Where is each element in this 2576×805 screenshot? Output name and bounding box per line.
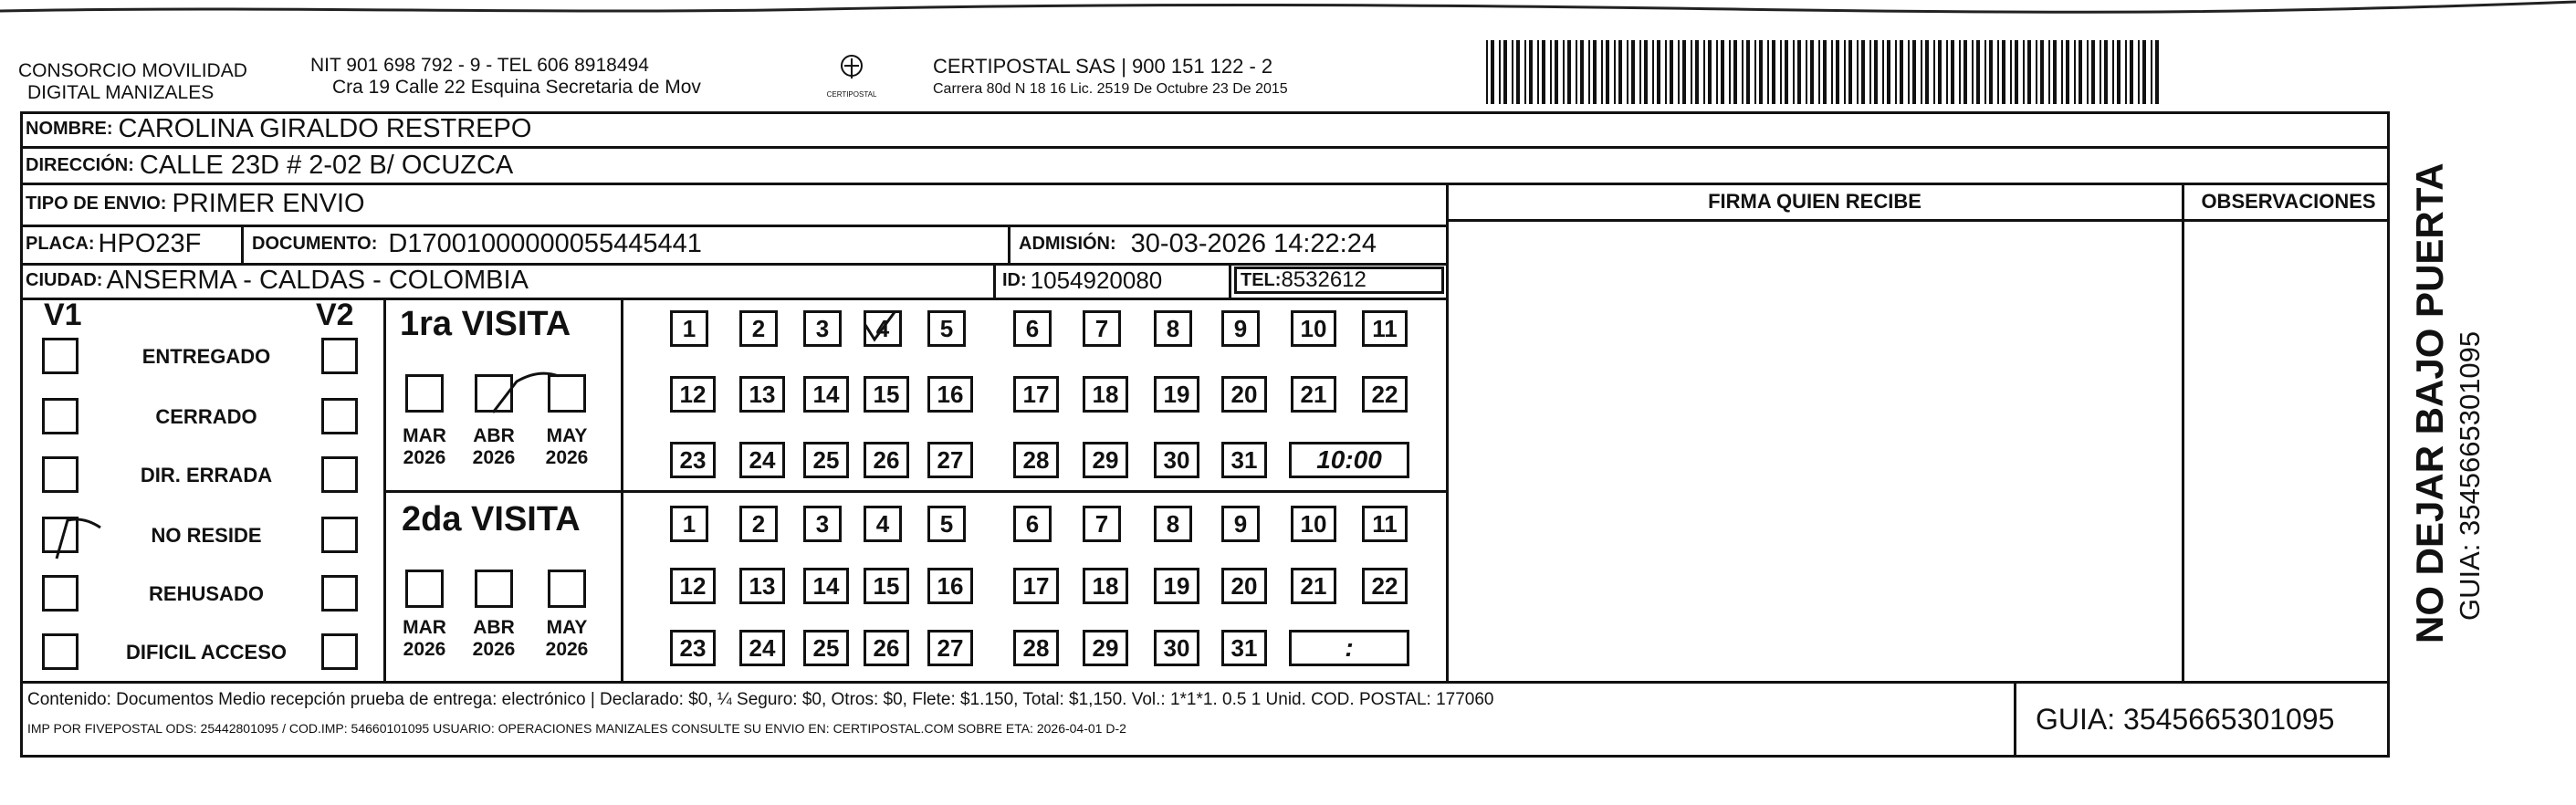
first-visit-day-box[interactable]: 13 bbox=[739, 376, 785, 413]
barcode-bar bbox=[1563, 40, 1565, 104]
first-visit-day-box[interactable]: 18 bbox=[1083, 376, 1128, 413]
contents-line: Contenido: Documentos Medio recepción prueba de entrega: electrónico | Declarado: $0, ¼ Seguro: $0, Otros: $0, Flete: $1.150, Total: $1,150. Vol.: 1*1*1. 0.5 1 Unid. COD. POSTAL: 177060 bbox=[27, 690, 1494, 709]
first-visit-day-box[interactable]: 22 bbox=[1362, 376, 1408, 413]
barcode-bar bbox=[2048, 40, 2050, 104]
first-visit-day-box[interactable]: 28 bbox=[1013, 442, 1059, 478]
barcode-bar bbox=[1874, 40, 1878, 104]
barcode-bar bbox=[1900, 40, 1903, 104]
second-visit-day-box[interactable]: 24 bbox=[739, 630, 785, 666]
tipo-envio-label: TIPO DE ENVIO: bbox=[26, 193, 167, 214]
v2-checkbox[interactable] bbox=[321, 517, 358, 553]
barcode-bar bbox=[2015, 40, 2018, 104]
barcode-bar bbox=[1989, 40, 1993, 104]
nombre-label: NOMBRE: bbox=[26, 118, 113, 139]
first-visit-day-box[interactable]: 29 bbox=[1083, 442, 1128, 478]
barcode-bar bbox=[1618, 40, 1622, 104]
status-label: DIFICIL ACCESO bbox=[125, 641, 287, 664]
address-line: Cra 19 Calle 22 Esquina Secretaria de Mov bbox=[332, 77, 701, 99]
v1-checkbox[interactable] bbox=[42, 398, 79, 434]
logo-caption: CERTIPOSTAL bbox=[826, 90, 877, 99]
side-guia-number: GUIA: 3545665301095 bbox=[2454, 330, 2486, 621]
second-visit-day-box[interactable]: 27 bbox=[927, 630, 973, 666]
barcode-bar bbox=[1946, 40, 1948, 104]
barcode-bar bbox=[1772, 40, 1775, 104]
status-label: CERRADO bbox=[155, 405, 257, 428]
divider bbox=[20, 681, 2390, 684]
barcode-bar bbox=[1938, 40, 1942, 104]
v2-checkbox[interactable] bbox=[321, 456, 358, 493]
barcode-bar bbox=[1576, 40, 1577, 104]
divider bbox=[1448, 219, 2390, 222]
barcode-bar bbox=[2125, 40, 2127, 104]
first-visit-month-label: ABR 2026 bbox=[472, 425, 516, 469]
tel-value: 8532612 bbox=[1281, 267, 1367, 292]
first-visit-day-box[interactable]: 24 bbox=[739, 442, 785, 478]
barcode-bar bbox=[1670, 40, 1673, 104]
barcode-bar bbox=[1793, 40, 1795, 104]
direccion-label: DIRECCIÓN: bbox=[26, 154, 134, 175]
side-notice bbox=[2397, 110, 2488, 657]
divider bbox=[2014, 681, 2016, 758]
first-visit-hour-box[interactable]: 10:00 bbox=[1289, 442, 1409, 478]
barcode-bar bbox=[2010, 40, 2012, 104]
first-visit-day-box[interactable]: 17 bbox=[1013, 376, 1059, 413]
nombre-row bbox=[20, 113, 531, 144]
barcode-bar bbox=[1921, 40, 1922, 104]
barcode-bar bbox=[1963, 40, 1967, 104]
barcode-bar bbox=[1976, 40, 1980, 104]
barcode-bar bbox=[1861, 40, 1865, 104]
status-label: DIR. ERRADA bbox=[140, 464, 273, 486]
second-visit-month-box[interactable] bbox=[475, 570, 513, 608]
status-label: NO RESIDE bbox=[151, 524, 262, 547]
barcode-bar bbox=[1797, 40, 1801, 104]
second-visit-day-box[interactable]: 21 bbox=[1291, 568, 1336, 604]
second-visit-day-box[interactable]: 31 bbox=[1221, 630, 1267, 666]
barcode-bar bbox=[1486, 40, 1488, 104]
second-visit-day-box[interactable]: 13 bbox=[739, 568, 785, 604]
certipostal-logo bbox=[811, 53, 893, 108]
first-visit-day-box[interactable]: 2 bbox=[739, 310, 778, 347]
barcode-bar bbox=[2036, 40, 2037, 104]
first-visit-day-box[interactable]: 14 bbox=[803, 376, 849, 413]
second-visit-day-box[interactable]: 9 bbox=[1221, 506, 1260, 542]
barcode-bar bbox=[1746, 40, 1750, 104]
tipo-envio-value: PRIMER ENVIO bbox=[172, 188, 365, 218]
second-visit-title: 2da VISITA bbox=[402, 500, 581, 538]
barcode-bar bbox=[1665, 40, 1667, 104]
tel-cell bbox=[1234, 267, 1444, 294]
second-visit-day-box[interactable]: 23 bbox=[670, 630, 716, 666]
first-visit-title: 1ra VISITA bbox=[400, 305, 571, 343]
first-visit-day-box[interactable]: 1 bbox=[670, 310, 708, 347]
first-visit-day-box[interactable]: 8 bbox=[1154, 310, 1192, 347]
v1-checkbox[interactable] bbox=[42, 633, 79, 670]
tel-label: TEL: bbox=[1241, 269, 1282, 290]
barcode-bar bbox=[1844, 40, 1846, 104]
divider bbox=[993, 263, 996, 298]
barcode-bar bbox=[1857, 40, 1859, 104]
documento-label: DOCUMENTO: bbox=[252, 233, 378, 254]
second-visit-day-box[interactable]: 1 bbox=[670, 506, 708, 542]
barcode-bar bbox=[1631, 40, 1635, 104]
print-info-line: IMP POR FIVEPOSTAL ODS: 25442801095 / COD.IMP: 54660101095 USUARIO: OPERACIONES MANIZALES CONSULTE SU ENVIO EN: CERTIPOSTAL.COM SOBRE ETA: 2026-04-01 D-2 bbox=[27, 721, 1126, 736]
barcode-bar bbox=[1542, 40, 1545, 104]
barcode-bar bbox=[1652, 40, 1654, 104]
barcode-bar bbox=[2138, 40, 2140, 104]
barcode-bar bbox=[1933, 40, 1935, 104]
observaciones-header: OBSERVACIONES bbox=[2201, 190, 2376, 213]
second-visit-day-box[interactable]: 7 bbox=[1083, 506, 1121, 542]
barcode-bar bbox=[1691, 40, 1692, 104]
firma-header: FIRMA QUIEN RECIBE bbox=[1708, 190, 1922, 213]
divider bbox=[383, 490, 623, 493]
barcode-bar bbox=[1627, 40, 1628, 104]
v2-checkbox[interactable] bbox=[321, 575, 358, 612]
barcode-bar bbox=[1499, 40, 1501, 104]
divider bbox=[1229, 263, 1231, 298]
first-visit-day-box[interactable]: 10 bbox=[1291, 310, 1336, 347]
divider bbox=[621, 490, 1448, 493]
documento-cell bbox=[246, 228, 702, 259]
second-visit-month-box[interactable] bbox=[548, 570, 586, 608]
v1-checkbox[interactable] bbox=[42, 575, 79, 612]
second-visit-day-box[interactable]: 8 bbox=[1154, 506, 1192, 542]
barcode-bar bbox=[1593, 40, 1597, 104]
divider bbox=[20, 225, 1448, 227]
second-visit-day-box[interactable]: 17 bbox=[1013, 568, 1059, 604]
first-visit-day-box[interactable]: 20 bbox=[1221, 376, 1267, 413]
barcode-bar bbox=[1818, 40, 1820, 104]
divider bbox=[1446, 183, 1449, 681]
v2-checkbox[interactable] bbox=[321, 338, 358, 374]
admision-label: ADMISIÓN: bbox=[1019, 233, 1116, 254]
first-visit-day-box[interactable]: 15 bbox=[864, 376, 909, 413]
v1-checkbox[interactable] bbox=[42, 456, 79, 493]
divider bbox=[383, 298, 386, 681]
nombre-value: CAROLINA GIRALDO RESTREPO bbox=[118, 113, 532, 143]
first-visit-day-box[interactable]: 19 bbox=[1154, 376, 1199, 413]
divider bbox=[20, 146, 2390, 149]
barcode-bar bbox=[2117, 40, 2120, 104]
barcode-bar bbox=[1823, 40, 1827, 104]
id-value: 1054920080 bbox=[1030, 266, 1163, 294]
barcode-bar bbox=[1601, 40, 1603, 104]
id-cell bbox=[997, 265, 1162, 296]
company-contact bbox=[310, 55, 701, 99]
company-line-1: CONSORCIO MOVILIDAD bbox=[18, 60, 247, 81]
ciudad-label: CIUDAD: bbox=[26, 269, 103, 290]
first-visit-day-box[interactable]: 12 bbox=[670, 376, 716, 413]
divider bbox=[2182, 183, 2184, 681]
divider bbox=[241, 225, 244, 263]
barcode-bar bbox=[2130, 40, 2133, 104]
status-label: ENTREGADO bbox=[141, 345, 271, 368]
barcode-bar bbox=[1831, 40, 1833, 104]
documento-value: D17001000000055445441 bbox=[388, 228, 702, 258]
barcode-bar bbox=[1836, 40, 1839, 104]
second-visit-day-box[interactable]: 16 bbox=[927, 568, 973, 604]
barcode-bar bbox=[2002, 40, 2005, 104]
barcode-bar bbox=[1721, 40, 1724, 104]
barcode-bar bbox=[1588, 40, 1590, 104]
barcode-bar bbox=[2091, 40, 2095, 104]
second-visit-day-box[interactable]: 12 bbox=[670, 568, 716, 604]
second-visit-day-box[interactable]: 18 bbox=[1083, 568, 1128, 604]
second-visit-day-box[interactable]: 5 bbox=[927, 506, 966, 542]
barcode-bar bbox=[1754, 40, 1756, 104]
barcode-bar bbox=[1639, 40, 1641, 104]
barcode-bar bbox=[1524, 40, 1526, 104]
barcode-bar bbox=[1925, 40, 1929, 104]
barcode-bar bbox=[1984, 40, 1986, 104]
second-visit-day-box[interactable]: 4 bbox=[864, 506, 902, 542]
barcode-bar bbox=[1810, 40, 1814, 104]
status-label: REHUSADO bbox=[149, 582, 264, 605]
tipo-envio-row bbox=[20, 188, 365, 219]
placa-value: HPO23F bbox=[98, 228, 202, 258]
first-visit-month-box[interactable] bbox=[475, 374, 513, 413]
barcode-bar bbox=[1951, 40, 1954, 104]
second-visit-day-box[interactable]: 22 bbox=[1362, 568, 1408, 604]
barcode bbox=[1486, 40, 2165, 104]
barcode-bar bbox=[1869, 40, 1871, 104]
first-visit-day-box[interactable]: 23 bbox=[670, 442, 716, 478]
barcode-bar bbox=[1614, 40, 1616, 104]
second-visit-day-box[interactable]: 20 bbox=[1221, 568, 1267, 604]
first-visit-month-box[interactable] bbox=[405, 374, 444, 413]
barcode-bar bbox=[1503, 40, 1507, 104]
barcode-bar bbox=[1785, 40, 1788, 104]
direccion-row bbox=[20, 150, 513, 181]
barcode-bar bbox=[1657, 40, 1660, 104]
barcode-bar bbox=[1742, 40, 1744, 104]
barcode-bar bbox=[1678, 40, 1680, 104]
barcode-bar bbox=[2112, 40, 2114, 104]
second-visit-day-box[interactable]: 2 bbox=[739, 506, 778, 542]
second-visit-day-box[interactable]: 19 bbox=[1154, 568, 1199, 604]
barcode-bar bbox=[1959, 40, 1961, 104]
first-visit-day-box[interactable]: 16 bbox=[927, 376, 973, 413]
barcode-bar bbox=[1882, 40, 1884, 104]
second-visit-day-box[interactable]: 26 bbox=[864, 630, 909, 666]
barcode-bar bbox=[1682, 40, 1686, 104]
barcode-bar bbox=[1708, 40, 1712, 104]
first-visit-day-box[interactable]: 31 bbox=[1221, 442, 1267, 478]
scan-top-edge bbox=[0, 0, 2576, 18]
barcode-bar bbox=[2023, 40, 2025, 104]
first-visit-day-box[interactable]: 26 bbox=[864, 442, 909, 478]
company-line-2: DIGITAL MANIZALES bbox=[27, 82, 215, 104]
barcode-bar bbox=[2100, 40, 2101, 104]
second-visit-day-box[interactable]: 3 bbox=[803, 506, 842, 542]
barcode-bar bbox=[2066, 40, 2069, 104]
barcode-bar bbox=[1644, 40, 1648, 104]
barcode-bar bbox=[1908, 40, 1910, 104]
barcode-bar bbox=[1733, 40, 1737, 104]
ciudad-value: ANSERMA - CALDAS - COLOMBIA bbox=[106, 265, 529, 295]
barcode-bar bbox=[1555, 40, 1558, 104]
first-visit-day-box[interactable]: 3 bbox=[803, 310, 842, 347]
second-visit-day-box[interactable]: 30 bbox=[1154, 630, 1199, 666]
barcode-bar bbox=[1759, 40, 1763, 104]
divider bbox=[20, 183, 2390, 185]
second-visit-month-label: MAR 2026 bbox=[403, 617, 446, 661]
id-label: ID: bbox=[1002, 269, 1027, 290]
barcode-bar bbox=[1848, 40, 1852, 104]
barcode-bar bbox=[2079, 40, 2082, 104]
barcode-bar bbox=[1997, 40, 1999, 104]
barcode-bar bbox=[1729, 40, 1731, 104]
barcode-bar bbox=[1491, 40, 1494, 104]
certipostal-info bbox=[933, 55, 1288, 99]
barcode-bar bbox=[1806, 40, 1807, 104]
barcode-bar bbox=[1567, 40, 1571, 104]
first-visit-month-box[interactable] bbox=[548, 374, 586, 413]
second-visit-day-box[interactable]: 10 bbox=[1291, 506, 1336, 542]
barcode-bar bbox=[2104, 40, 2108, 104]
barcode-bar bbox=[1912, 40, 1916, 104]
barcode-bar bbox=[2053, 40, 2057, 104]
direccion-value: CALLE 23D # 2-02 B/ OCUZCA bbox=[139, 150, 514, 180]
first-visit-day-box[interactable]: 9 bbox=[1221, 310, 1260, 347]
barcode-bar bbox=[1767, 40, 1769, 104]
barcode-bar bbox=[1580, 40, 1584, 104]
ciudad-row bbox=[20, 265, 529, 296]
logo-icon bbox=[836, 53, 867, 84]
second-visit-day-box[interactable]: 6 bbox=[1013, 506, 1052, 542]
barcode-bar bbox=[1529, 40, 1533, 104]
first-visit-month-label: MAR 2026 bbox=[403, 425, 446, 469]
first-visit-day-box[interactable]: 6 bbox=[1013, 310, 1052, 347]
v1-header: V1 bbox=[44, 298, 82, 332]
v2-checkbox[interactable] bbox=[321, 633, 358, 670]
first-visit-month-label: MAY 2026 bbox=[545, 425, 589, 469]
v1-checkbox[interactable] bbox=[42, 338, 79, 374]
nit-line: NIT 901 698 792 - 9 - TEL 606 8918494 bbox=[310, 55, 649, 76]
barcode-bar bbox=[1512, 40, 1513, 104]
barcode-bar bbox=[1887, 40, 1890, 104]
barcode-bar bbox=[1972, 40, 1974, 104]
v2-checkbox[interactable] bbox=[321, 398, 358, 434]
barcode-bar bbox=[2151, 40, 2152, 104]
company-name bbox=[18, 60, 247, 104]
placa-label: PLACA: bbox=[26, 233, 95, 254]
barcode-bar bbox=[1716, 40, 1718, 104]
admision-value: 30-03-2026 14:22:24 bbox=[1130, 228, 1377, 258]
second-visit-month-box[interactable] bbox=[405, 570, 444, 608]
barcode-bar bbox=[1516, 40, 1520, 104]
barcode-bar bbox=[2087, 40, 2089, 104]
second-visit-day-box[interactable]: 15 bbox=[864, 568, 909, 604]
first-visit-day-box[interactable]: 21 bbox=[1291, 376, 1336, 413]
barcode-bar bbox=[2027, 40, 2031, 104]
second-visit-hour-box[interactable]: : bbox=[1289, 630, 1409, 666]
admision-cell bbox=[1013, 228, 1377, 259]
first-visit-day-box[interactable]: 7 bbox=[1083, 310, 1121, 347]
first-visit-day-box[interactable]: 27 bbox=[927, 442, 973, 478]
barcode-bar bbox=[1550, 40, 1552, 104]
placa-row bbox=[20, 228, 201, 259]
second-visit-day-box[interactable]: 11 bbox=[1362, 506, 1408, 542]
certipostal-nit: CERTIPOSTAL SAS | 900 151 122 - 2 bbox=[933, 55, 1273, 78]
barcode-bar bbox=[2061, 40, 2063, 104]
barcode-bar bbox=[2142, 40, 2146, 104]
v2-header: V2 bbox=[316, 298, 354, 332]
no-dejar-bajo-puerta: NO DEJAR BAJO PUERTA bbox=[2408, 162, 2451, 643]
barcode-bar bbox=[2074, 40, 2076, 104]
barcode-bar bbox=[1695, 40, 1699, 104]
second-visit-month-label: ABR 2026 bbox=[472, 617, 516, 661]
second-visit-day-box[interactable]: 14 bbox=[803, 568, 849, 604]
v1-checkbox[interactable] bbox=[42, 517, 79, 553]
first-visit-day-box[interactable]: 25 bbox=[803, 442, 849, 478]
barcode-bar bbox=[2155, 40, 2159, 104]
first-visit-day-box[interactable]: 30 bbox=[1154, 442, 1199, 478]
guia-number: GUIA: 3545665301095 bbox=[2036, 703, 2335, 736]
divider bbox=[621, 298, 623, 681]
second-visit-day-box[interactable]: 28 bbox=[1013, 630, 1059, 666]
divider bbox=[1008, 225, 1011, 263]
certipostal-address: Carrera 80d N 18 16 Lic. 2519 De Octubre 23 De 2015 bbox=[933, 81, 1288, 98]
barcode-bar bbox=[2040, 40, 2044, 104]
barcode-bar bbox=[1780, 40, 1782, 104]
first-visit-day-box[interactable]: 4 bbox=[864, 310, 902, 347]
first-visit-day-box[interactable]: 11 bbox=[1362, 310, 1408, 347]
first-visit-day-box[interactable]: 5 bbox=[927, 310, 966, 347]
barcode-bar bbox=[1703, 40, 1705, 104]
divider bbox=[20, 298, 1448, 300]
barcode-bar bbox=[1537, 40, 1539, 104]
second-visit-month-label: MAY 2026 bbox=[545, 617, 589, 661]
barcode-bar bbox=[1606, 40, 1609, 104]
barcode-bar bbox=[1895, 40, 1897, 104]
second-visit-day-box[interactable]: 29 bbox=[1083, 630, 1128, 666]
second-visit-day-box[interactable]: 25 bbox=[803, 630, 849, 666]
